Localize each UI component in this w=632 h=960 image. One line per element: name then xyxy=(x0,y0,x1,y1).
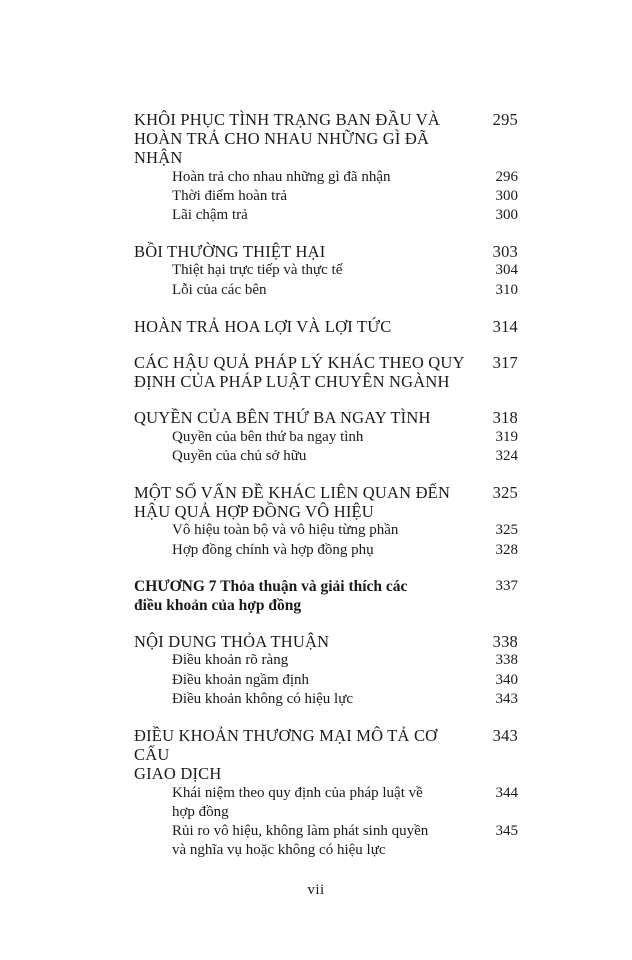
toc-entry-title: KHÔI PHỤC TÌNH TRẠNG BAN ĐẦU VÀ HOÀN TRẢ CHO NHAU NHỮNG GÌ ĐÃ NHẬN xyxy=(134,110,440,168)
toc-sub-page: 325 xyxy=(495,522,518,539)
toc-sub-entry xyxy=(134,168,518,187)
toc-sub-entry xyxy=(134,206,518,225)
toc-entry-title: CÁC HẬU QUẢ PHÁP LÝ KHÁC THEO QUY ĐỊNH CỦA PHÁP LUẬT CHUYÊN NGÀNH xyxy=(134,353,465,392)
toc-section xyxy=(134,726,518,860)
toc-sub-title: Rủi ro vô hiệu, không làm phát sinh quyền và nghĩa vụ hoặc không có hiệu lực xyxy=(172,823,429,859)
toc-sub-page: 340 xyxy=(495,671,518,688)
toc-sub-page: 310 xyxy=(495,281,518,298)
toc-chapter-title: CHƯƠNG 7 Thỏa thuận và giải thích các điều khoản của hợp đồng xyxy=(134,577,408,615)
toc-sub-title: Hợp đồng chính và hợp đồng phụ xyxy=(172,541,374,558)
toc-main-entry xyxy=(134,110,518,168)
toc-entry-title: HOÀN TRẢ HOA LỢI VÀ LỢI TỨC xyxy=(134,316,392,336)
toc-sub-entry xyxy=(134,447,518,466)
toc-sub-entry xyxy=(134,521,518,540)
toc-sub-entry xyxy=(134,541,518,560)
toc-sub-page: 344 xyxy=(495,784,518,801)
toc-section xyxy=(134,483,518,560)
toc-entry-page: 318 xyxy=(492,408,518,428)
toc-section xyxy=(134,110,518,225)
toc-main-entry xyxy=(134,632,518,651)
toc-sub-page: 343 xyxy=(495,690,518,707)
toc-entry-page: 303 xyxy=(492,242,518,262)
toc-entry-title: BỒI THƯỜNG THIỆT HẠI xyxy=(134,242,326,262)
toc-sub-title: Vô hiệu toàn bộ và vô hiệu từng phần xyxy=(172,522,399,539)
toc-section xyxy=(134,242,518,300)
toc-sub-entry xyxy=(134,428,518,447)
toc-sub-entry xyxy=(134,187,518,206)
toc-entry-page: 325 xyxy=(492,483,518,503)
toc-sub-title: Khái niệm theo quy định của pháp luật về hợp đồng xyxy=(172,784,423,820)
toc-sub-title: Quyền của chủ sở hữu xyxy=(172,447,307,464)
toc-entry-page: 314 xyxy=(492,316,518,336)
toc-sub-title: Điều khoản không có hiệu lực xyxy=(172,690,354,707)
toc-sub-page: 319 xyxy=(495,428,518,445)
toc-chapter-page: 337 xyxy=(495,577,518,594)
table-of-contents xyxy=(134,110,518,861)
toc-sub-title: Thời điểm hoàn trả xyxy=(172,187,287,204)
toc-sub-entry xyxy=(134,822,518,860)
toc-sub-title: Điều khoản ngầm định xyxy=(172,671,310,688)
toc-entry-page: 317 xyxy=(492,353,518,373)
toc-main-entry xyxy=(134,242,518,261)
toc-main-entry xyxy=(134,483,518,521)
toc-section xyxy=(134,317,518,336)
toc-sub-title: Hoàn trả cho nhau những gì đã nhận xyxy=(172,168,391,185)
toc-sub-page: 345 xyxy=(495,823,518,840)
toc-sub-title: Điều khoản rõ ràng xyxy=(172,652,289,669)
toc-sub-page: 324 xyxy=(495,447,518,464)
toc-sub-title: Quyền của bên thứ ba ngay tình xyxy=(172,428,364,445)
toc-sub-page: 338 xyxy=(495,652,518,669)
toc-sub-page: 300 xyxy=(495,207,518,224)
toc-chapter-entry xyxy=(134,577,518,615)
page-number-footer: vii xyxy=(307,882,325,898)
toc-sub-title: Lỗi của các bên xyxy=(172,281,267,298)
toc-entry-page: 338 xyxy=(492,632,518,652)
toc-main-entry xyxy=(134,353,518,391)
toc-sub-entry xyxy=(134,281,518,300)
toc-sub-entry xyxy=(134,651,518,670)
toc-section xyxy=(134,353,518,391)
toc-sub-entry xyxy=(134,690,518,709)
toc-entry-page: 295 xyxy=(492,110,518,129)
toc-main-entry xyxy=(134,726,518,784)
toc-section xyxy=(134,408,518,466)
toc-sub-title: Lãi chậm trả xyxy=(172,207,248,224)
toc-sub-page: 328 xyxy=(495,541,518,558)
toc-sub-entry xyxy=(134,671,518,690)
toc-entry-title: ĐIỀU KHOẢN THƯƠNG MẠI MÔ TẢ CƠ CẤU GIAO DỊCH xyxy=(134,726,438,784)
toc-sub-entry xyxy=(134,261,518,280)
toc-entry-title: NỘI DUNG THỎA THUẬN xyxy=(134,632,330,652)
toc-chapter-section xyxy=(134,577,518,615)
toc-main-entry xyxy=(134,317,518,336)
toc-entry-page: 343 xyxy=(492,726,518,746)
toc-main-entry xyxy=(134,408,518,427)
toc-sub-page: 304 xyxy=(495,262,518,279)
toc-sub-entry xyxy=(134,784,518,822)
toc-section xyxy=(134,632,518,709)
toc-sub-title: Thiệt hại trực tiếp và thực tế xyxy=(172,262,343,279)
toc-entry-title: QUYỀN CỦA BÊN THỨ BA NGAY TÌNH xyxy=(134,408,431,428)
toc-sub-page: 300 xyxy=(495,187,518,204)
toc-sub-page: 296 xyxy=(495,168,518,185)
toc-entry-title: MỘT SỐ VẤN ĐỀ KHÁC LIÊN QUAN ĐẾN HẬU QUẢ HỢP ĐỒNG VÔ HIỆU xyxy=(134,483,451,522)
